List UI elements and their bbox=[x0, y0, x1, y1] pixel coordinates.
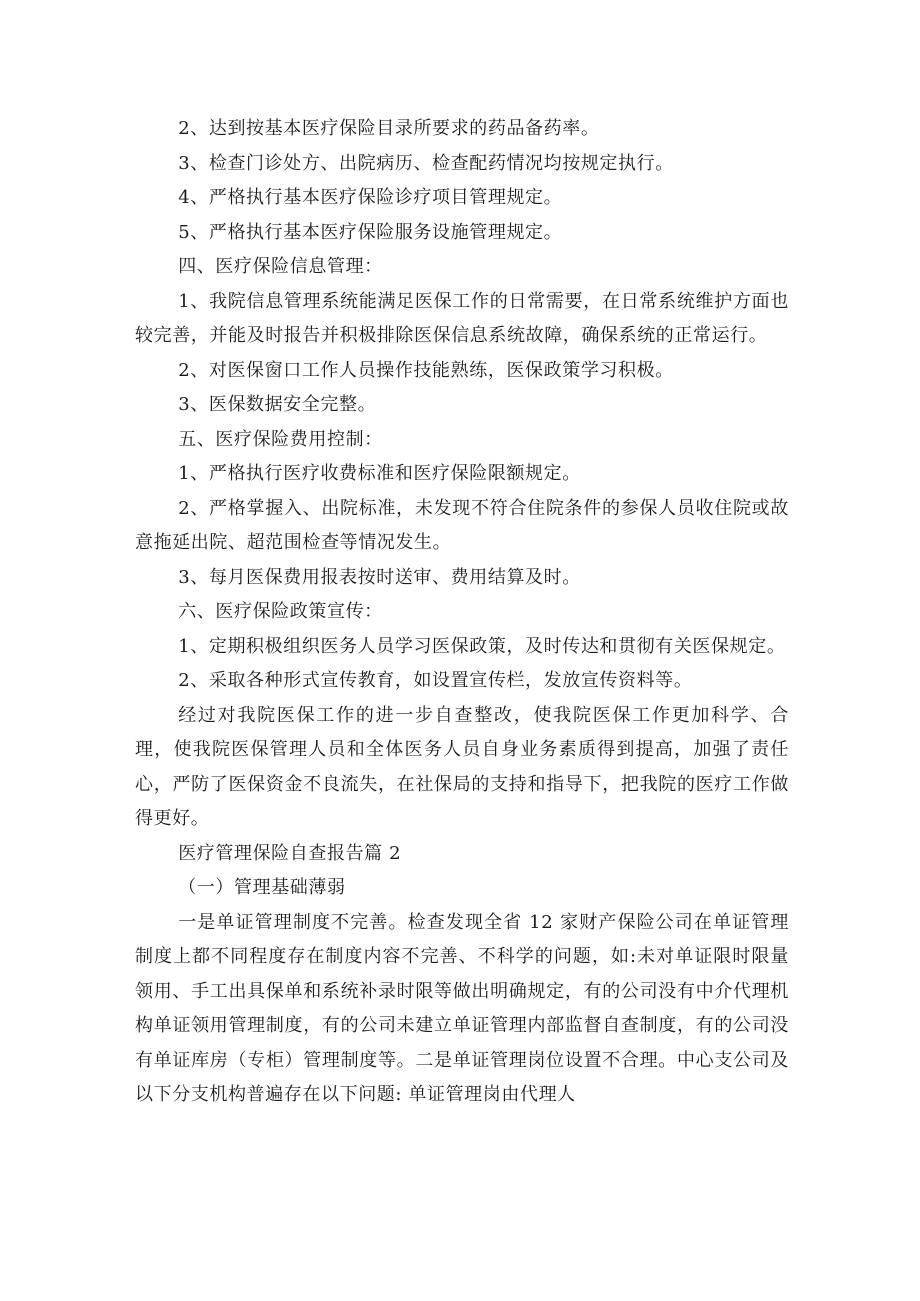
conclusion-paragraph: 经过对我院医保工作的进一步自查整改，使我院医保工作更加科学、合理，使我院医保管理人员和全体医务人员自身业务素质得到提高，加强了责任心，严防了医保资金不良流失，在社保局的支持和指导下，把我院的医疗工作做得更好。 bbox=[135, 704, 789, 829]
list-item-2-drug-stock-rate: 2、达到按基本医疗保险目录所要求的药品备药率。 bbox=[178, 118, 600, 139]
list-item-5-service-facilities: 5、严格执行基本医疗保险服务设施管理规定。 bbox=[178, 221, 563, 243]
list-item-3-monthly-reports: 3、每月医保费用报表按时送审、费用结算及时。 bbox=[178, 566, 581, 588]
section-heading-5-cost-control: 五、医疗保险费用控制： bbox=[178, 428, 383, 450]
subsection-heading-weak-foundation: （一）管理基础薄弱 bbox=[178, 877, 346, 898]
list-item-1-fee-standards: 1、严格执行医疗收费标准和医疗保险限额规定。 bbox=[178, 463, 581, 484]
document-body bbox=[135, 112, 789, 1113]
section-heading-4-information-management: 四、医疗保险信息管理： bbox=[178, 256, 383, 277]
list-item-3-prescription-check: 3、检查门诊处方、出院病历、检查配药情况均按规定执行。 bbox=[178, 152, 674, 174]
list-item-2-admission-standards: 2、严格掌握入、出院标准，未发现不符合住院条件的参保人员收住院或故意拖延出院、超范围检查等情况发生。 bbox=[135, 497, 789, 553]
section-heading-6-policy-promotion: 六、医疗保险政策宣传： bbox=[178, 601, 383, 622]
list-item-1-info-system: 1、我院信息管理系统能满足医保工作的日常需要，在日常系统维护方面也较完善，并能及时报告并积极排除医保信息系统故障，确保系统的正常运行。 bbox=[135, 290, 789, 346]
list-item-4-treatment-items: 4、严格执行基本医疗保险诊疗项目管理规定。 bbox=[178, 187, 563, 208]
list-item-3-data-security: 3、医保数据安全完整。 bbox=[178, 394, 377, 415]
body-paragraph-document-management: 一是单证管理制度不完善。检查发现全省 12 家财产保险公司在单证管理制度上都不同程度存在制度内容不完善、不科学的问题，如:未对单证限时限量领用、手工出具保单和系统补录时限等做出明确规定，有的公司没有中介代理机构单证领用管理制度，有的公司未建立单证管理内部监督自查制度，有的公司没有单证库房（专柜）管理制度等。二是单证管理岗位设置不合理。中心支公司及以下分支机构普遍存在以下问题: 单证管理岗由代理人 bbox=[135, 911, 789, 1105]
list-item-2-promotion-forms: 2、采取各种形式宣传教育，如设置宣传栏，发放宣传资料等。 bbox=[178, 670, 693, 691]
list-item-2-window-staff: 2、对医保窗口工作人员操作技能熟练，医保政策学习积极。 bbox=[178, 359, 674, 381]
list-item-1-staff-training: 1、定期积极组织医务人员学习医保政策，及时传达和贯彻有关医保规定。 bbox=[178, 635, 786, 657]
report-part-2-title: 医疗管理保险自查报告篇 2 bbox=[178, 842, 402, 864]
